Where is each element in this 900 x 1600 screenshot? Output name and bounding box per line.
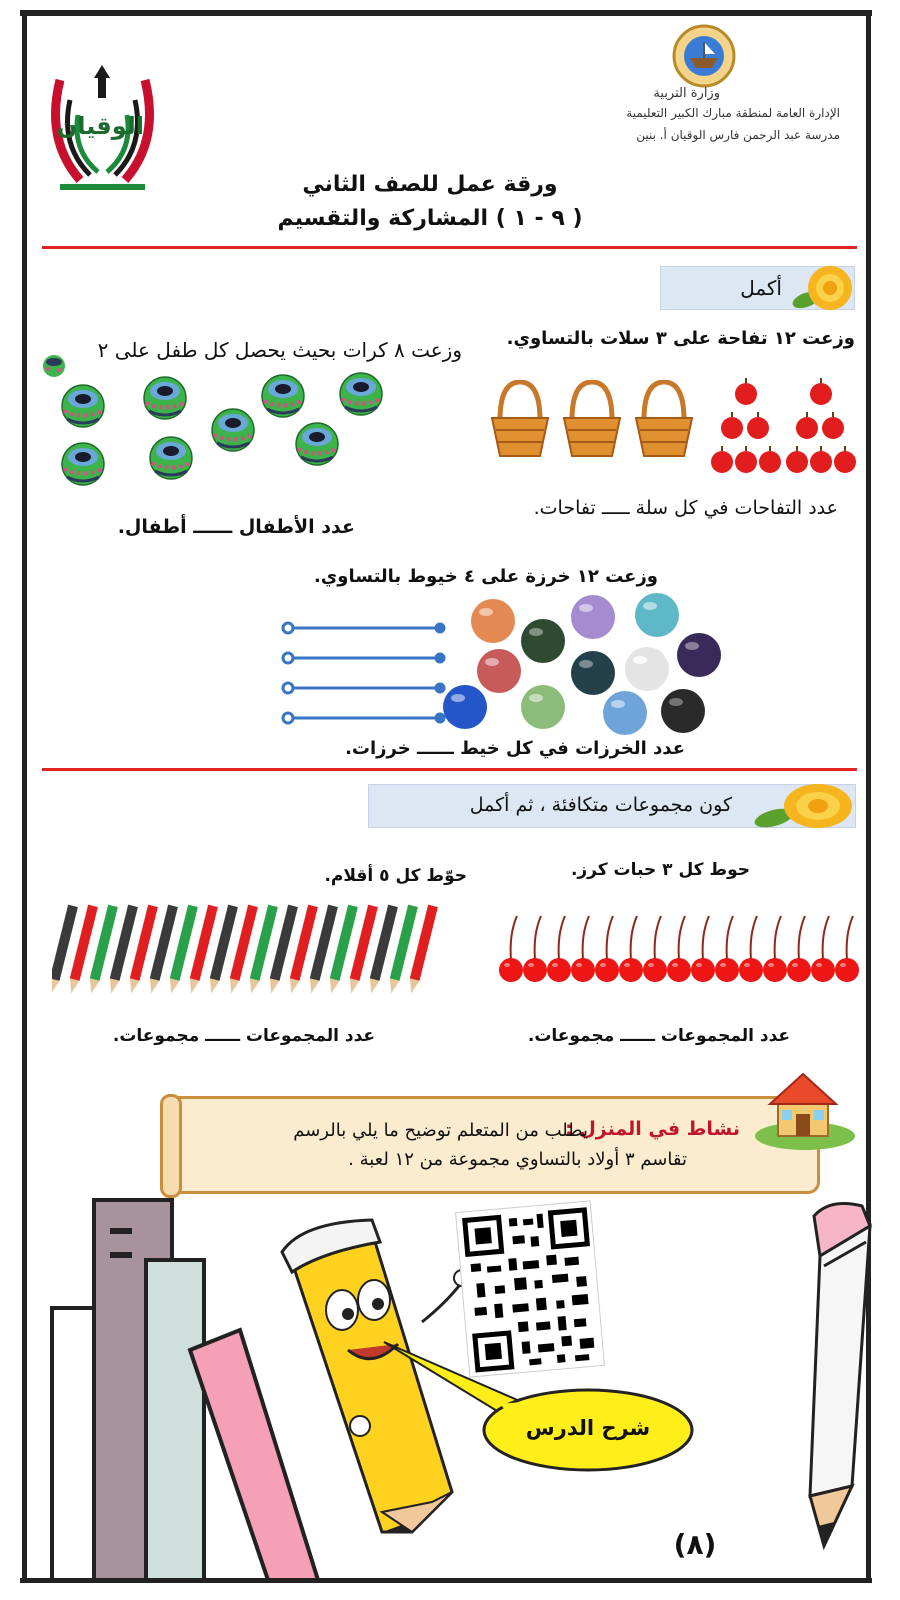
home-activity-text-1: يطلب من المتعلم توضيح ما يلي بالرسم bbox=[293, 1120, 588, 1141]
apple-pile-2 bbox=[710, 372, 782, 482]
house-icon bbox=[752, 1066, 858, 1152]
bead-icon bbox=[660, 688, 706, 734]
home-activity-text-2: تقاسم ٣ أولاد بالتساوي مجموعة من ١٢ لعبة . bbox=[348, 1149, 687, 1170]
worksheet-title: ورقة عمل للصف الثاني bbox=[302, 172, 558, 197]
bead-icon bbox=[602, 690, 648, 736]
divider-middle bbox=[42, 768, 857, 771]
balls-group bbox=[55, 372, 395, 492]
ministry-emblem bbox=[672, 24, 736, 88]
rose-icon bbox=[754, 778, 858, 834]
frame-border-left bbox=[22, 12, 27, 1582]
balls-answer: عدد الأطفال ــــــ أطفال. bbox=[117, 516, 355, 538]
beads-prompt: وزعت ١٢ خرزة على ٤ خيوط بالتساوي. bbox=[313, 566, 658, 587]
bead-icon bbox=[442, 684, 488, 730]
divider-top bbox=[42, 246, 857, 249]
pencils-prompt: حوّط كل ٥ أقلام. bbox=[324, 866, 467, 886]
page-number: (٨) bbox=[673, 1528, 717, 1561]
big-pencil-illustration bbox=[790, 1196, 890, 1556]
apples-prompt: وزعت ١٢ تفاحة على ٣ سلات بالتساوي. bbox=[506, 328, 855, 349]
speech-bubble-text: شرح الدرس bbox=[525, 1416, 651, 1440]
bead-icon bbox=[520, 684, 566, 730]
beads-answer: عدد الخرزات في كل خيط ــــــ خرزات. bbox=[345, 738, 685, 759]
bead-icon bbox=[624, 646, 670, 692]
apple-pile-1 bbox=[785, 372, 857, 482]
logo-text: الوقيان bbox=[56, 112, 144, 140]
pencils-answer: عدد المجموعات ــــــ مجموعات. bbox=[112, 1026, 375, 1046]
rose-icon bbox=[792, 260, 858, 316]
scroll-curl bbox=[160, 1094, 182, 1198]
cherries-prompt: حوط كل ٣ حبات كرز. bbox=[570, 860, 750, 880]
threads-group bbox=[280, 618, 450, 730]
pencils-row bbox=[52, 902, 442, 1002]
bead-icon bbox=[470, 598, 516, 644]
basket-icon bbox=[562, 380, 622, 458]
ministry-line-2: الإدارة العامة لمنطقة مبارك الكبير التعليمية bbox=[626, 106, 840, 120]
bead-icon bbox=[676, 632, 722, 678]
lesson-title: ( ٩ - ١ ) المشاركة والتقسيم bbox=[277, 206, 583, 231]
ministry-line-1: وزارة التربية bbox=[653, 86, 720, 101]
bead-icon bbox=[634, 592, 680, 638]
basket-icon bbox=[490, 380, 550, 458]
cherries-answer: عدد المجموعات ــــــ مجموعات. bbox=[527, 1026, 790, 1046]
home-activity-scroll bbox=[168, 1096, 820, 1194]
frame-border-top bbox=[20, 10, 872, 16]
cherries-row bbox=[498, 912, 860, 988]
apples-answer: عدد التفاحات في كل سلة ـــــ تفاحات. bbox=[533, 497, 838, 519]
home-activity-label: نشاط في المنزل : bbox=[565, 1118, 740, 1140]
school-name: مدرسة عبد الرحمن فارس الوقيان أ. بنين bbox=[636, 128, 840, 142]
basket-icon bbox=[634, 380, 694, 458]
section2-heading: كون مجموعات متكافئة ، ثم أكمل bbox=[469, 794, 732, 816]
bead-icon bbox=[520, 618, 566, 664]
bead-icon bbox=[570, 594, 616, 640]
balls-prompt: وزعت ٨ كرات بحيث يحصل كل طفل على ٢ bbox=[97, 338, 462, 362]
school-logo bbox=[40, 60, 165, 195]
section1-heading: أكمل bbox=[740, 276, 782, 300]
speech-bubble[interactable] bbox=[382, 1340, 694, 1472]
